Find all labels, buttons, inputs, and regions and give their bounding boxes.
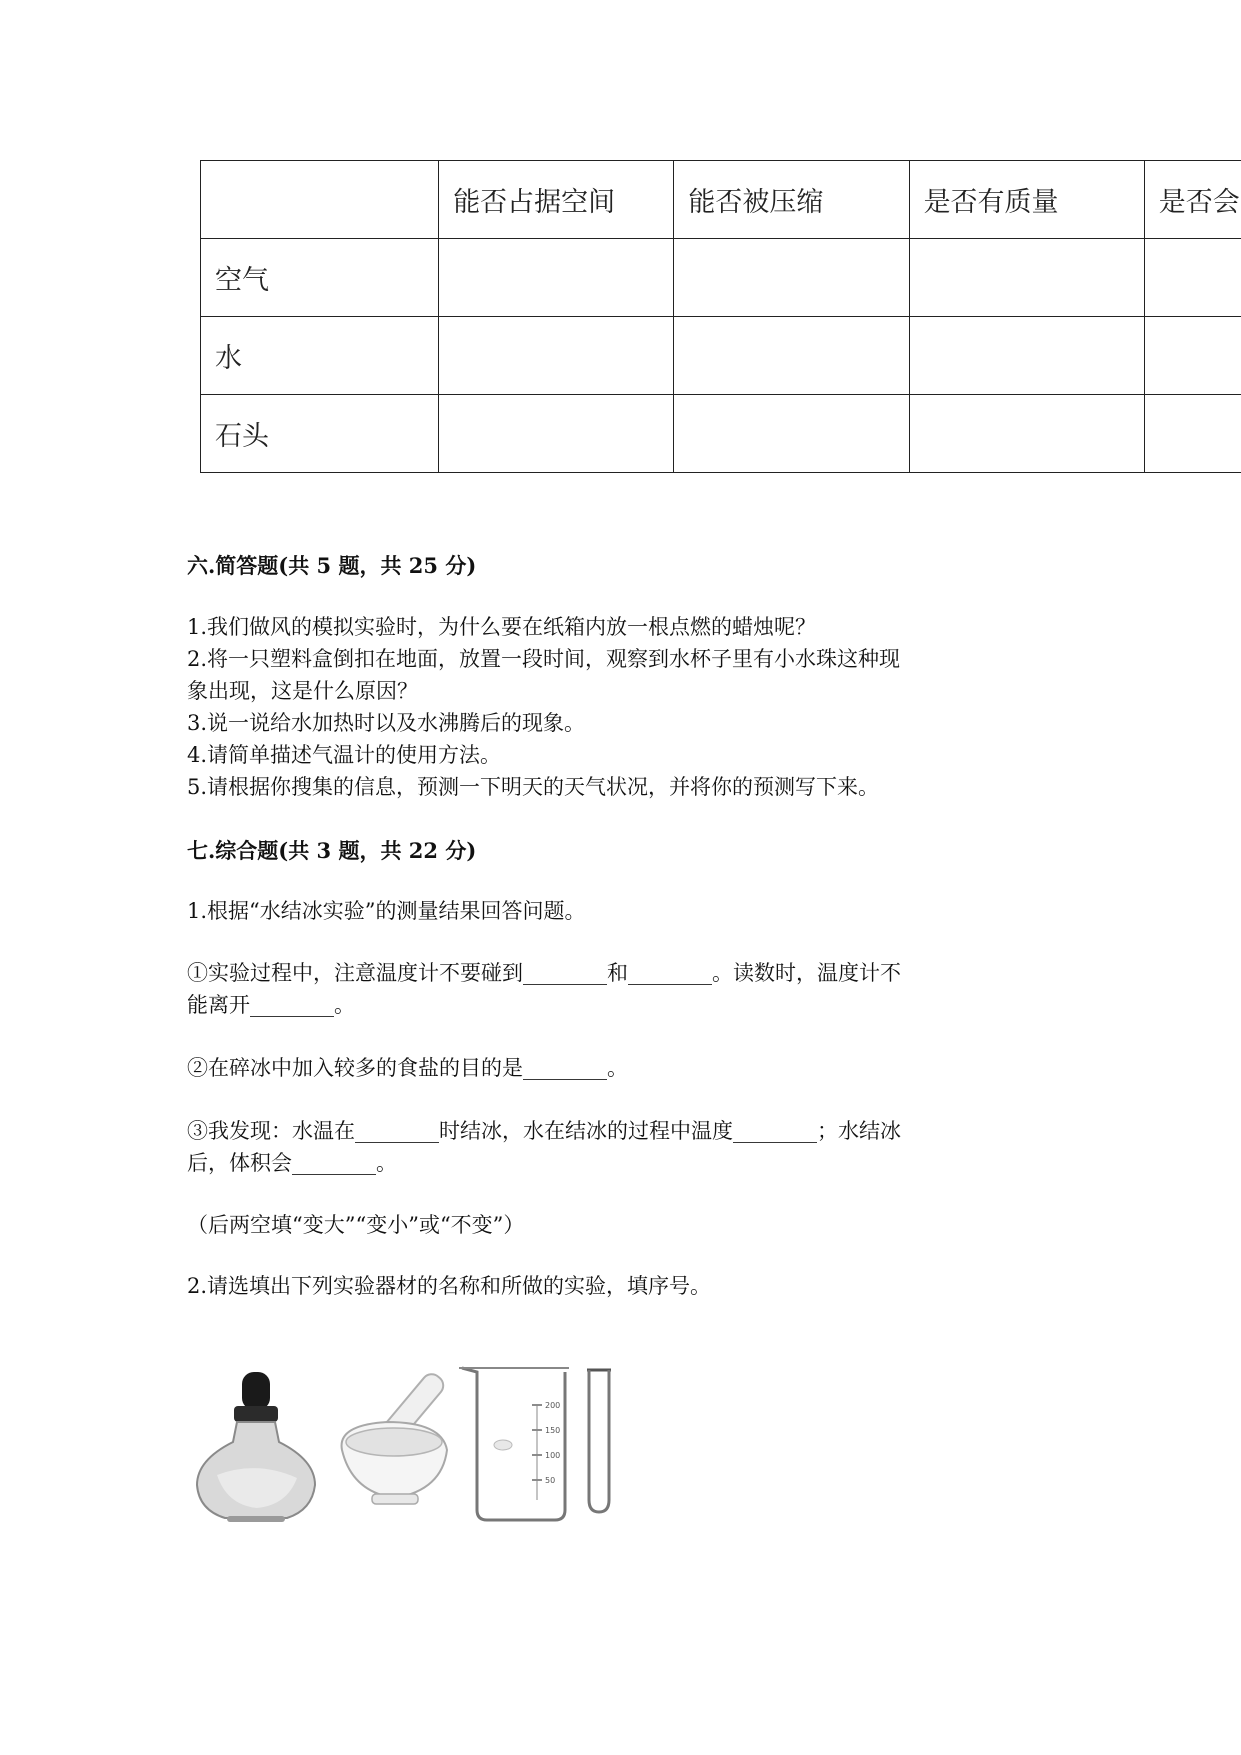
sub1-line1: ①实验过程中，注意温度计不要碰到________和________。读数时，温度计不 [187, 961, 901, 985]
answer-cell[interactable] [674, 317, 909, 395]
section7-q1-sub1 [187, 957, 1067, 1021]
section6-q5: 5.请根据你搜集的信息，预测一下明天的天气状况，并将你的预测写下来。 [187, 775, 880, 799]
table-header-row [201, 161, 1241, 239]
answer-cell[interactable] [909, 395, 1144, 473]
section7-q1-sub2: ②在碎冰中加入较多的食盐的目的是________。 [187, 1056, 628, 1080]
answer-cell[interactable] [439, 317, 674, 395]
table-row [201, 317, 1241, 395]
sub1-line2: 能离开________。 [187, 993, 355, 1017]
table-row [201, 239, 1241, 317]
answer-cell[interactable] [439, 395, 674, 473]
row-label-stone: 石头 [201, 395, 439, 473]
sub3-line2: 后，体积会________。 [187, 1151, 397, 1175]
header-has-mass: 是否有质量 [909, 161, 1144, 239]
header-truncated: 是否会 [1144, 161, 1241, 239]
section7-note: （后两空填“变大”“变小”或“不变”） [187, 1213, 525, 1237]
answer-cell[interactable] [909, 239, 1144, 317]
section6-q1: 1.我们做风的模拟实验时，为什么要在纸箱内放一根点燃的蜡烛呢？ [187, 615, 817, 639]
beaker-tick-50: 50 [545, 1476, 556, 1485]
alcohol-lamp-icon [197, 1372, 315, 1522]
section6-questions [187, 611, 1067, 803]
section7-q1: 1.根据“水结冰实验”的测量结果回答问题。 [187, 899, 586, 923]
beaker-icon [459, 1368, 569, 1520]
answer-cell[interactable] [674, 239, 909, 317]
section6-title: 六.简答题(共 5 题，共 25 分) [187, 553, 477, 578]
beaker-tick-200: 200 [545, 1401, 561, 1410]
answer-cell[interactable] [909, 317, 1144, 395]
table-row [201, 395, 1241, 473]
header-compressible: 能否被压缩 [674, 161, 909, 239]
sub3-line1: ③我发现：水温在________时结冰，水在结冰的过程中温度________；水结冰 [187, 1119, 901, 1143]
section6-q2-line1: 2.将一只塑料盒倒扣在地面，放置一段时间，观察到水杯子里有小水珠这种现 [187, 647, 901, 671]
answer-cell[interactable] [1144, 395, 1241, 473]
test-tube-icon [587, 1370, 611, 1512]
lab-equipment-figure [187, 1360, 707, 1530]
header-occupy-space: 能否占据空间 [439, 161, 674, 239]
section6-q2-line2: 象出现，这是什么原因？ [187, 679, 418, 703]
section7-q2: 2.请选填出下列实验器材的名称和所做的实验，填序号。 [187, 1274, 712, 1298]
answer-cell[interactable] [1144, 239, 1241, 317]
answer-cell[interactable] [1144, 317, 1241, 395]
table-corner-cell [201, 161, 439, 239]
answer-cell[interactable] [439, 239, 674, 317]
beaker-tick-150: 150 [545, 1426, 561, 1435]
property-table-container [200, 160, 1241, 473]
section7-title: 七.综合题(共 3 题，共 22 分) [187, 838, 477, 863]
row-label-water: 水 [201, 317, 439, 395]
section6-q3: 3.说一说给水加热时以及水沸腾后的现象。 [187, 711, 586, 735]
property-table [200, 160, 1241, 473]
mortar-and-pestle-icon [342, 1370, 448, 1504]
beaker-tick-100: 100 [545, 1451, 561, 1460]
section7-q1-sub3 [187, 1115, 1067, 1179]
section6-q4: 4.请简单描述气温计的使用方法。 [187, 743, 502, 767]
row-label-air: 空气 [201, 239, 439, 317]
answer-cell[interactable] [674, 395, 909, 473]
